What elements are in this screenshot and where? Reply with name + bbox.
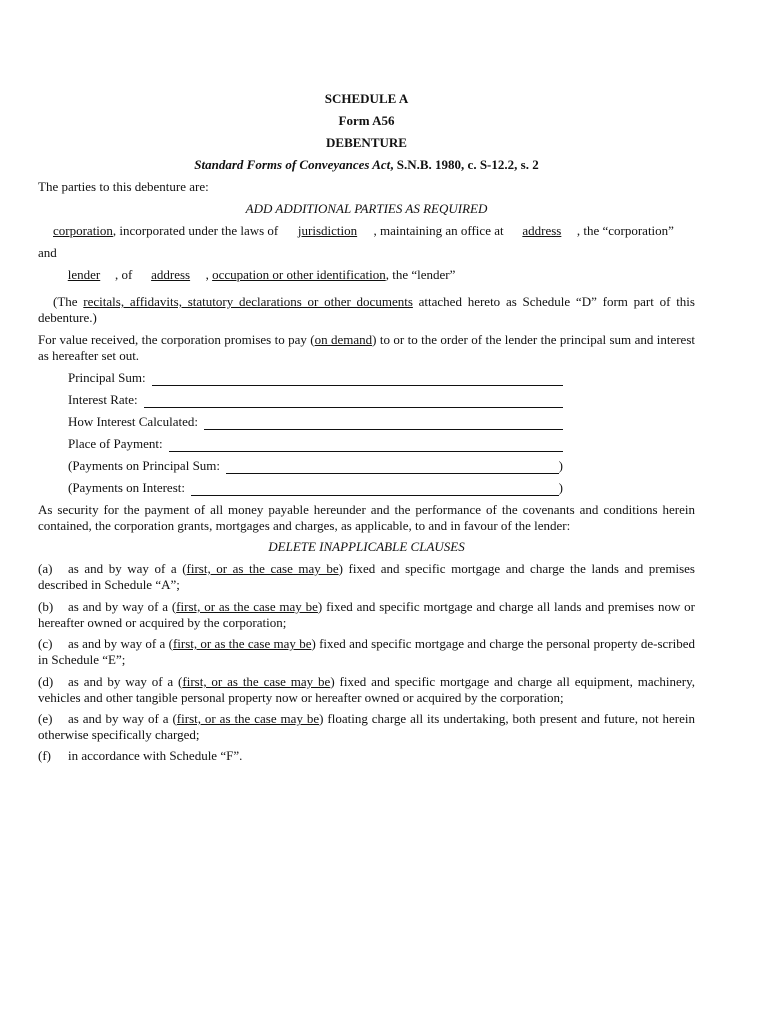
interest-rate-label: Interest Rate: [68,392,138,407]
priority-field[interactable]: first, or as the case may be [176,599,318,614]
clause-label: (e) [38,711,53,726]
priority-field[interactable]: first, or as the case may be [172,636,312,651]
clause-b [38,599,695,630]
clause-pre: as and by way of a ( [68,599,177,614]
schedule-heading: SCHEDULE A [324,91,409,106]
clause-f [38,748,695,764]
lender-text-3: , the “lender” [385,267,456,282]
clause-pre: as and by way of a ( [68,674,183,689]
parties-intro: The parties to this debenture are: [38,179,209,194]
promise-text-2: ) to or to the order of the lender the principal sum and interest as hereafter set out. [38,332,695,363]
form-number: Form A56 [338,113,395,128]
clause-post: ) floating charge all its undertaking, both present and future, not herein otherwise specifically charged; [38,711,696,742]
clause-post: ) fixed and specific mortgage and charge the lands and premises described in Schedule “A”; [38,561,695,592]
priority-field[interactable]: first, or as the case may be [182,674,331,689]
add-parties-instruction: ADD ADDITIONAL PARTIES AS REQUIRED [245,201,488,216]
clause-label: (b) [38,599,54,614]
and-connector: and [38,245,57,260]
payments-principal-tail: ) [558,458,563,473]
delete-clauses-instruction: DELETE INAPPLICABLE CLAUSES [268,539,465,554]
payments-interest-label: (Payments on Interest: [68,480,185,495]
clause-e [38,711,695,742]
principal-sum-blank[interactable] [152,373,563,386]
clause-post: ) fixed and specific mortgage and charge all equipment, machinery, vehicles and other tangible personal property now or hereafter owned or acquired by the corporation; [38,674,695,705]
clause-label: (f) [38,748,51,763]
occupation-field[interactable]: occupation or other identification [212,267,386,282]
interest-calc-blank[interactable] [204,417,563,430]
place-of-payment-label: Place of Payment: [68,436,163,451]
lender-field[interactable]: lender [67,267,101,282]
corporation-text-1: , incorporated under the laws of [112,223,282,238]
clause-post: ) fixed and specific mortgage and charge all lands and premises now or hereafter owned or acquired by the corporation; [38,599,695,630]
payments-interest-tail: ) [558,480,563,495]
principal-sum-row [68,370,563,386]
place-of-payment-blank[interactable] [169,439,563,452]
promise-paragraph [38,332,695,363]
clause-label: (c) [38,636,53,651]
payments-principal-row [68,458,563,474]
clause-label: (a) [38,561,53,576]
payments-interest-blank[interactable] [191,483,559,496]
statute-reference [38,157,695,173]
lender-text-2: , [205,267,213,282]
payments-interest-row [68,480,563,496]
recitals-rest: attached hereto as Schedule “D” form part of this debenture.) [38,294,695,325]
lender-party-line [53,267,695,283]
clause-pre: as and by way of a ( [68,561,187,576]
security-paragraph: As security for the payment of all money payable hereunder and the performance of the covenants and conditions herein contained, the corporation grants, mortgages and charges, as applicable, to and in favour of the lender: [38,502,695,533]
recitals-paragraph [38,294,695,325]
interest-rate-row [68,392,563,408]
statute-name: Standard Forms of Conveyances Act [194,157,391,172]
clause-pre: in accordance with Schedule “F”. [68,748,243,763]
priority-field[interactable]: first, or as the case may be [176,711,320,726]
promise-text-1: For value received, the corporation promises to pay ( [38,332,315,347]
priority-field[interactable]: first, or as the case may be [186,561,339,576]
place-of-payment-row [68,436,563,452]
corporation-party-line [53,223,695,239]
on-demand-field[interactable]: on demand [314,332,373,347]
clause-d [38,674,695,705]
clause-a [38,561,695,592]
statute-citation: , S.N.B. 1980, c. S-12.2, s. 2 [390,157,539,172]
jurisdiction-field[interactable]: jurisdiction [297,223,358,238]
payments-principal-label: (Payments on Principal Sum: [68,458,221,473]
interest-rate-blank[interactable] [144,395,563,408]
corporation-address-field[interactable]: address [522,223,562,238]
principal-sum-label: Principal Sum: [68,370,146,385]
recitals-open: (The [53,294,84,309]
lender-text-1: , of [115,267,136,282]
corporation-field[interactable]: corporation [53,223,113,238]
lender-address-field[interactable]: address [151,267,191,282]
clause-pre: as and by way of a ( [68,636,173,651]
corporation-text-2: , maintaining an office at [373,223,507,238]
corporation-text-3: , the “corporation” [576,223,674,238]
interest-calc-row [68,414,563,430]
interest-calc-label: How Interest Calculated: [68,414,198,429]
document-title: DEBENTURE [326,135,407,150]
recitals-field[interactable]: recitals, affidavits, statutory declarations or other documents [83,294,413,309]
clause-label: (d) [38,674,54,689]
clause-pre: as and by way of a ( [68,711,177,726]
clause-post: ) fixed and specific mortgage and charge the personal property de-scribed in Schedule “E”; [38,636,695,667]
payments-principal-blank[interactable] [226,461,559,474]
clause-c [38,636,695,667]
